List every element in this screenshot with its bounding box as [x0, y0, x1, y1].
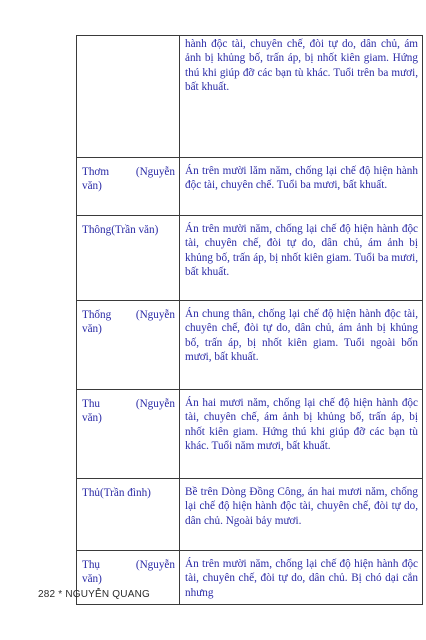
table-row [77, 390, 423, 479]
table-row [77, 479, 423, 551]
name-text: Thụ [82, 559, 101, 571]
name-cell [77, 158, 180, 216]
name-text-line2: văn) [82, 573, 102, 586]
name-text: Thu [82, 398, 101, 410]
description-cell: Án chung thân, chống lại chế độ hiện hành độc tài, chuyên chế, đòi tự do, dân chủ, ám ảnh bị khủng bố, trấn áp, bị nhốt kiên giam. Tuổi ngoài bốn mươi, bất khuất. [180, 301, 423, 390]
name-cell [77, 390, 180, 479]
name-text-suffix: (Nguyễn [135, 559, 175, 571]
description-cell: Bề trên Dòng Đồng Công, án hai mươi năm, chống lại chế độ hiện hành độc tài, chuyên chế, đòi tự do, dân chủ. Ngoài bảy mươi. [180, 479, 423, 551]
name-text-suffix: (Nguyễn [135, 309, 175, 321]
name-text-suffix: (Nguyễn [135, 398, 175, 410]
description-cell: Án trên mười lăm năm, chống lại chế độ hiện hành độc tài, chuyên chế. Tuổi ba mươi, bất khuất. [180, 158, 423, 216]
description-cell: Án hai mươi năm, chống lại chế độ hiện hành độc tài, chuyên chế, ám ảnh bị khủng bố, trấn áp, bị nhốt kiên giam. Hứng thú khi giúp đỡ các bạn tù khác. Tuổi năm mươi, bất khuất. [180, 390, 423, 479]
description-cell: hành độc tài, chuyên chế, đòi tự do, dân chủ, ám ảnh bị khủng bố, trấn áp, bị nhốt kiên giam. Hứng thú khi giúp đỡ các bạn tù khác. Tuổi trên ba mươi, bất khuất. [180, 36, 423, 158]
description-cell: Án trên mười năm, chống lại chế độ hiện hành độc tài, chuyên chế, đòi tự do, dân chủ, ám ảnh bị khủng bố, trấn áp, bị nhốt kiên giam. Tuổi ba mươi, bất khuất. [180, 216, 423, 301]
name-text: Thông(Trần văn) [82, 224, 159, 236]
table-row [77, 36, 423, 158]
name-cell [77, 479, 180, 551]
prisoner-records-table [76, 35, 423, 605]
name-text-suffix: (Nguyễn [135, 166, 175, 178]
table-row [77, 158, 423, 216]
name-cell [77, 216, 180, 301]
name-text-line2: văn) [82, 180, 102, 193]
name-text-line2: văn) [82, 412, 102, 425]
table-row [77, 216, 423, 301]
name-cell [77, 301, 180, 390]
page-footer: 282 * NGUYỄN QUANG [38, 589, 150, 600]
name-text: Thống [82, 309, 112, 321]
description-cell: Án trên mười năm, chống lại chế độ hiện hành độc tài, chuyên chế, đòi tự do, dân chủ. Bị chó dại cắn nhưng [180, 551, 423, 605]
name-text: Thủ(Trần đình) [82, 487, 151, 499]
name-cell [77, 36, 180, 158]
name-text: Thơm [82, 166, 110, 178]
table-row [77, 301, 423, 390]
name-text-line2: văn) [82, 323, 102, 336]
